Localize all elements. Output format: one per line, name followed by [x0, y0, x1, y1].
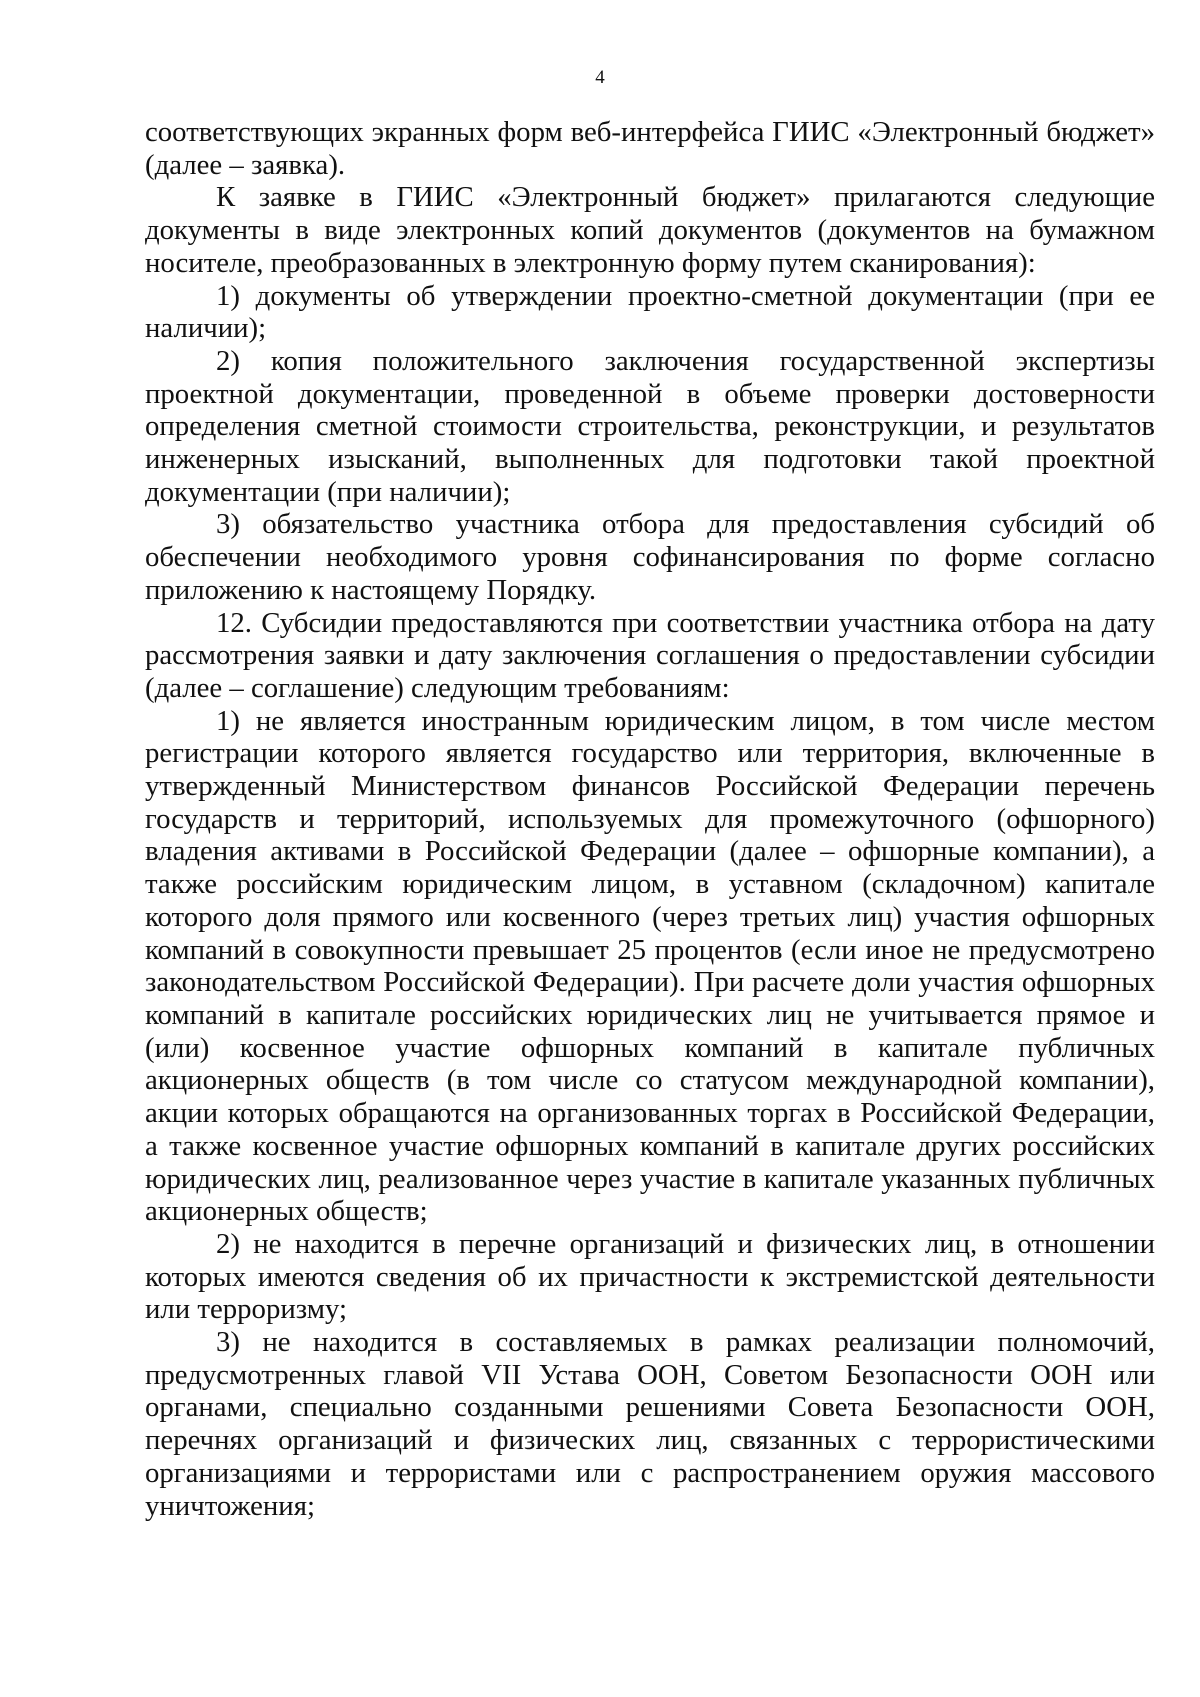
document-paragraph: 3) обязательство участника отбора для предоставления субсидий об обеспечении необходимого уровня софинансирования по форме согласно приложению к настоящему Порядку.: [145, 508, 1155, 606]
document-paragraph: 12. Субсидии предоставляются при соответствии участника отбора на дату рассмотрения заявки и дату заключения соглашения о предоставлении субсидии (далее – соглашение) следующим требованиям:: [145, 606, 1155, 704]
document-paragraph: 2) не находится в перечне организаций и физических лиц, в отношении которых имеются сведения об их причастности к экстремистской деятельности или терроризму;: [145, 1227, 1155, 1326]
document-paragraph: соответствующих экранных форм веб-интерфейса ГИИС «Электронный бюджет» (далее – заявка).: [145, 116, 1155, 181]
page-number: 4: [595, 67, 605, 88]
document-body: [145, 116, 1155, 1522]
document-paragraph: 1) не является иностранным юридическим лицом, в том числе местом регистрации которого является государство или территория, включенные в утвержденный Министерством финансов Российской Федерации перечень государств и территорий, используемых для промежуточного (офшорного) владения активами в Российской Федерации (далее – офшорные компании), а также российским юридическим лицом, в уставном (складочном) капитале которого доля прямого или косвенного (через третьих лиц) участия офшорных компаний в совокупности превышает 25 процентов (если иное не предусмотрено законодательством Российской Федерации). При расчете доли участия офшорных компаний в капитале российских юридических лиц не учитывается прямое и (или) косвенное участие офшорных компаний в капитале публичных акционерных обществ (в том числе со статусом международной компании), акции которых обращаются на организованных торгах в Российской Федерации, а также косвенное участие офшорных компаний в капитале других российских юридических лиц, реализованное через участие в капитале указанных публичных акционерных обществ;: [145, 704, 1155, 1228]
document-paragraph: К заявке в ГИИС «Электронный бюджет» прилагаются следующие документы в виде электронных копий документов (документов на бумажном носителе, преобразованных в электронную форму путем сканирования):: [145, 181, 1155, 279]
document-paragraph: 1) документы об утверждении проектно-сметной документации (при ее наличии);: [145, 279, 1155, 345]
document-paragraph: 3) не находится в составляемых в рамках реализации полномочий, предусмотренных главой VII Устава ООН, Советом Безопасности ООН или органами, специально созданными решениями Совета Безопасности ООН, перечнях организаций и физических лиц, связанных с террористическими организациями и террористами или с распространением оружия массового уничтожения;: [145, 1326, 1155, 1522]
document-paragraph: 2) копия положительного заключения государственной экспертизы проектной документации, проведенной в объеме проверки достоверности определения сметной стоимости строительства, реконструкции, и результатов инженерных изысканий, выполненных для подготовки такой проектной документации (при наличии);: [145, 344, 1155, 508]
